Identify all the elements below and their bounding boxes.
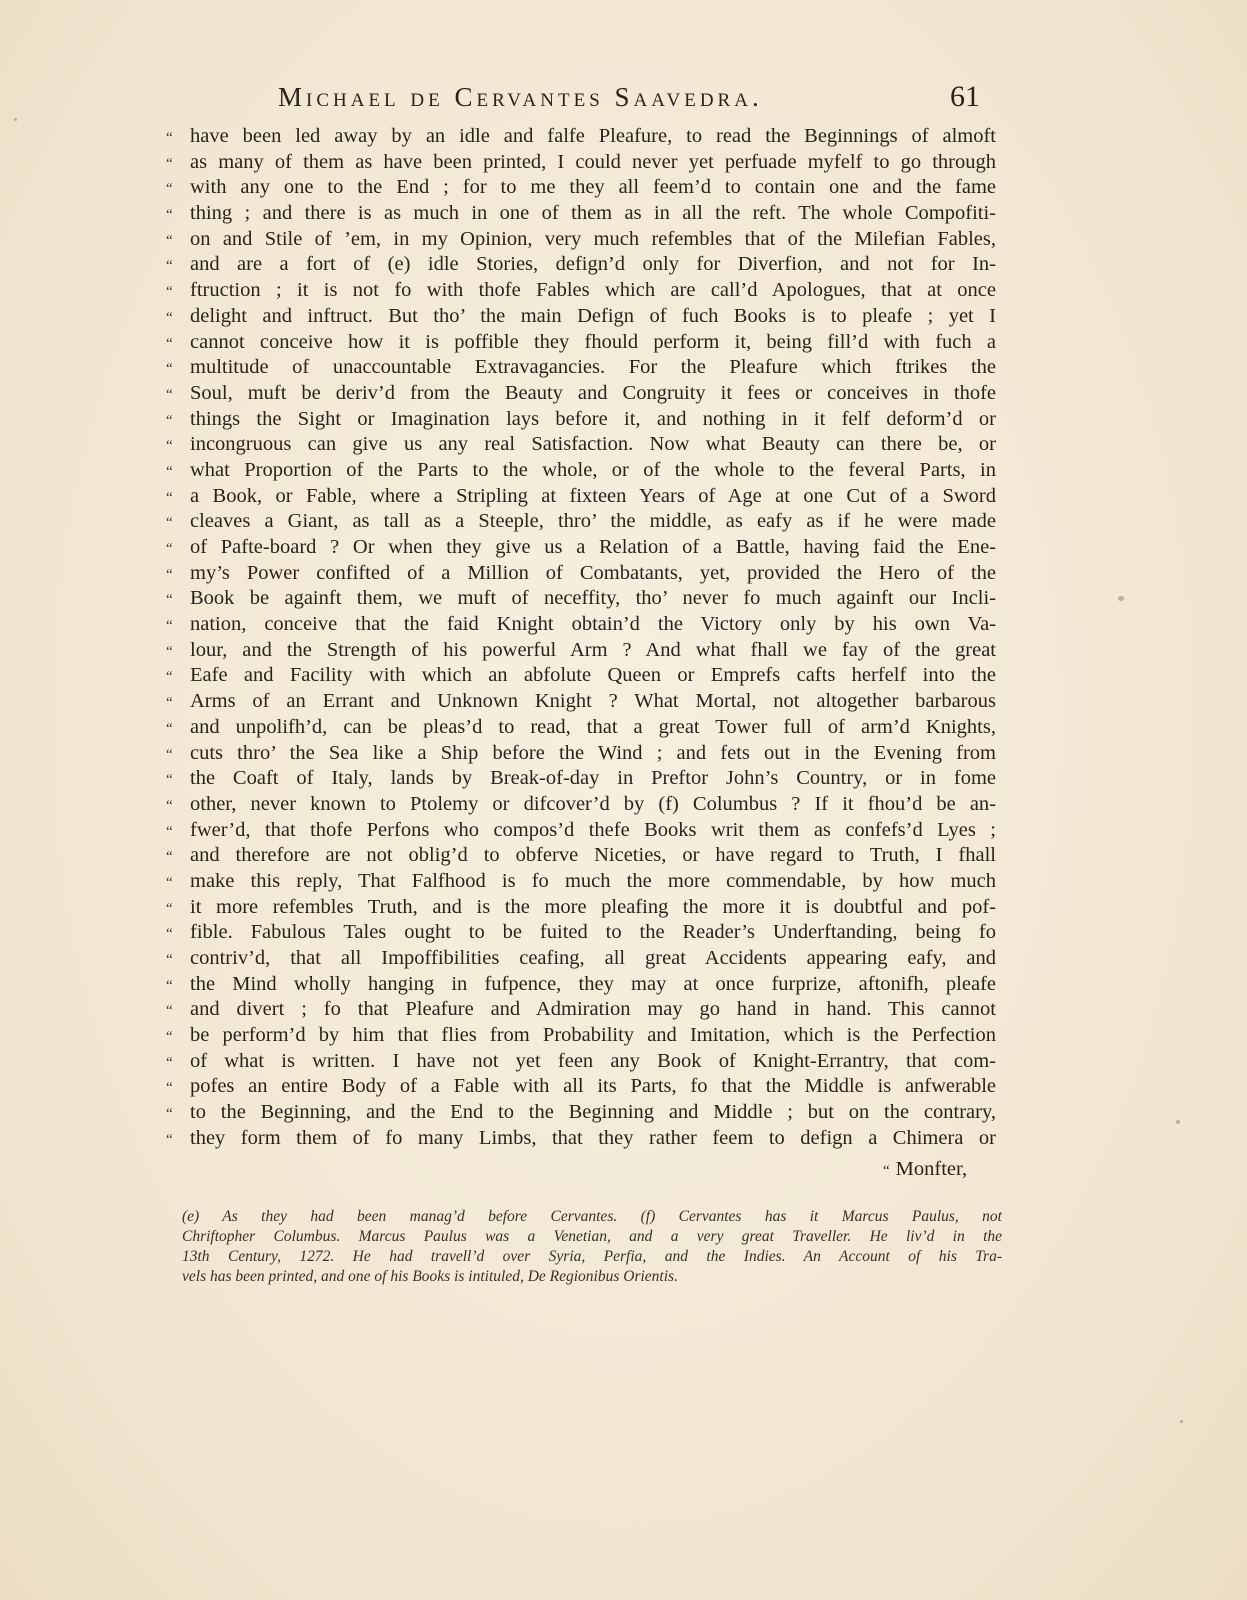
- text-line-content: with any one to the End ; for to me they all feem’d to contain one and the fame: [190, 176, 996, 199]
- quote-mark: “: [166, 643, 173, 660]
- text-line: [166, 1023, 996, 1049]
- paper-speck: [1118, 596, 1124, 601]
- text-line: [166, 175, 996, 201]
- text-line: [166, 1049, 996, 1075]
- text-line: [166, 997, 996, 1023]
- text-line-content: fible. Fabulous Tales ought to be fuited to the Reader’s Underftanding, being fo: [190, 921, 996, 944]
- text-line: [166, 355, 996, 381]
- text-line: [166, 766, 996, 792]
- quote-mark: “: [166, 1080, 173, 1097]
- footnote-line: Chriftopher Columbus. Marcus Paulus was a Venetian, and a very great Traveller. He liv’d in the: [182, 1228, 1002, 1245]
- paper-speck: [14, 118, 17, 121]
- text-line: [166, 381, 996, 407]
- text-line: [166, 586, 996, 612]
- text-line-content: Eafe and Facility with which an abfolute Queen or Emprefs cafts herfelf into the: [190, 664, 996, 687]
- quote-mark: “: [166, 258, 173, 275]
- text-line: [166, 638, 996, 664]
- quote-mark: “: [166, 361, 173, 378]
- text-line-content: what Proportion of the Parts to the whole, or of the whole to the feveral Parts, in: [190, 458, 996, 481]
- quote-mark: “: [166, 207, 173, 224]
- text-line: [166, 535, 996, 561]
- text-line-content: make this reply, That Falfhood is fo much the more commendable, by how much: [190, 869, 996, 892]
- text-line-content: incongruous can give us any real Satisfaction. Now what Beauty can there be, or: [190, 433, 996, 456]
- quote-mark: “: [166, 592, 173, 609]
- quote-mark: “: [166, 823, 173, 840]
- text-line-content: be perform’d by him that flies from Probability and Imitation, which is the Perfection: [190, 1024, 996, 1047]
- quote-mark: “: [166, 952, 173, 968]
- text-line: [166, 227, 996, 253]
- text-line: [166, 843, 996, 869]
- text-line: [166, 201, 996, 227]
- quote-mark: “: [166, 155, 173, 172]
- text-line: [166, 920, 996, 946]
- page-number: 61: [950, 80, 980, 113]
- text-line-content: have been led away by an idle and falfe Pleafure, to read the Beginnings of almoft: [190, 125, 996, 147]
- text-line-content: and are a fort of (e) idle Stories, defign’d only for Diverfion, and not for In-: [190, 253, 996, 276]
- quote-mark: “: [166, 335, 173, 352]
- text-line-content: Arms of an Errant and Unknown Knight ? What Mortal, not altogether barbarous: [190, 690, 996, 713]
- text-line: [166, 715, 996, 741]
- quote-mark: “: [166, 232, 173, 249]
- text-line: [166, 484, 996, 510]
- text-line: [166, 509, 996, 535]
- text-line: [166, 741, 996, 767]
- quote-mark: “: [166, 1131, 173, 1148]
- text-line-content: cuts thro’ the Sea like a Ship before the Wind ; and fets out in the Evening from: [190, 741, 996, 764]
- text-line-content: my’s Power confifted of a Million of Combatants, yet, provided the Hero of the: [190, 561, 996, 584]
- quote-mark: “: [166, 1054, 173, 1071]
- text-line-content: lour, and the Strength of his powerful Arm ? And what fhall we fay of the great: [190, 638, 996, 661]
- quote-mark: “: [166, 1003, 173, 1020]
- quote-mark: “: [166, 438, 173, 455]
- catchword-text: Monfter,: [895, 1158, 968, 1180]
- text-line-content: Book be againft them, we muft of neceffity, tho’ never fo much againft our Incli-: [190, 587, 996, 610]
- text-line-content: Soul, muft be deriv’d from the Beauty and Congruity it fees or conceives in thofe: [190, 381, 996, 404]
- text-line-content: nation, conceive that the faid Knight obtain’d the Victory only by his own Va-: [190, 613, 996, 636]
- text-line-content: and therefore are not oblig’d to obferve Niceties, or have regard to Truth, I fhall: [190, 844, 996, 867]
- quote-mark: “: [166, 772, 173, 789]
- quote-mark: “: [166, 695, 173, 712]
- text-line-content: and divert ; fo that Pleafure and Admiration may go hand in hand. This cannot: [190, 998, 996, 1021]
- text-line: [166, 792, 996, 818]
- text-line: [166, 972, 996, 998]
- text-line: [166, 1126, 996, 1152]
- text-line-content: they form them of fo many Limbs, that they rather feem to defign a Chimera or: [190, 1126, 996, 1149]
- text-line-content: things the Sight or Imagination lays before it, and nothing in it felf deform’d or: [190, 407, 996, 430]
- text-line-content: as many of them as have been printed, I could never yet perfuade myfelf to go through: [190, 150, 996, 173]
- text-line-content: and unpolifh’d, can be pleas’d to read, that a great Tower full of arm’d Knights,: [190, 715, 996, 738]
- quote-mark: “: [166, 412, 173, 429]
- text-line: [166, 895, 996, 921]
- quote-mark: “: [166, 797, 173, 814]
- quote-mark: “: [166, 1029, 173, 1046]
- catchword-quote-mark: “: [883, 1163, 890, 1179]
- text-line: [166, 304, 996, 330]
- quote-mark: “: [166, 463, 173, 480]
- quote-mark: “: [166, 130, 173, 146]
- footnote-line: (e) As they had been manag’d before Cervantes. (f) Cervantes has it Marcus Paulus, not: [182, 1208, 1002, 1225]
- text-line-content: contriv’d, that all Impoffibilities ceafing, all great Accidents appearing eafy, and: [190, 947, 996, 969]
- text-line-content: delight and inftruct. But tho’ the main Defign of fuch Books is to pleafe ; yet I: [190, 304, 996, 327]
- text-line-content: ftruction ; it is not fo with thofe Fables which are call’d Apologues, that at once: [190, 279, 996, 302]
- paper-speck: [1180, 1420, 1183, 1423]
- text-line: [166, 946, 996, 972]
- text-line: [166, 869, 996, 895]
- quote-mark: “: [166, 669, 173, 686]
- quote-mark: “: [166, 309, 173, 326]
- text-line-content: cleaves a Giant, as tall as a Steeple, thro’ the middle, as eafy as if he were made: [190, 510, 996, 533]
- quote-mark: “: [166, 515, 173, 532]
- quote-mark: “: [166, 181, 173, 198]
- text-line-content: pofes an entire Body of a Fable with all its Parts, fo that the Middle is anfwerable: [190, 1075, 996, 1098]
- text-line: [166, 663, 996, 689]
- quote-mark: “: [166, 720, 173, 737]
- text-line: [166, 407, 996, 433]
- text-line: [166, 458, 996, 484]
- quote-mark: “: [166, 489, 173, 506]
- quote-mark: “: [166, 874, 173, 891]
- text-line-content: of Pafte-board ? Or when they give us a Relation of a Battle, having faid the Ene-: [190, 536, 996, 558]
- text-line: [166, 1074, 996, 1100]
- text-line: [166, 689, 996, 715]
- quote-mark: “: [166, 926, 173, 943]
- quote-mark: “: [166, 1106, 173, 1123]
- footnote-line: 13th Century, 1272. He had travell’d over Syria, Perfia, and the Indies. An Account of his Tra-: [182, 1248, 1002, 1265]
- quote-mark: “: [166, 746, 173, 763]
- quote-mark: “: [166, 386, 173, 403]
- text-line-content: the Mind wholly hanging in fufpence, they may at once furprize, aftonifh, pleafe: [190, 972, 996, 995]
- text-line: [166, 124, 996, 150]
- text-line: [166, 278, 996, 304]
- main-text: [166, 124, 996, 1152]
- text-line: [166, 330, 996, 356]
- text-line: [166, 612, 996, 638]
- text-line-content: the Coaft of Italy, lands by Break-of-day in Preftor John’s Country, or in fome: [190, 767, 996, 790]
- quote-mark: “: [166, 284, 173, 301]
- quote-mark: “: [166, 849, 173, 866]
- paper-speck: [1176, 1120, 1180, 1124]
- text-line-content: multitude of unaccountable Extravagancies. For the Pleafure which ftrikes the: [190, 356, 996, 379]
- footnote-line: vels has been printed, and one of his Books is intituled, De Regionibus Orientis.: [182, 1268, 678, 1285]
- text-line-content: fwer’d, that thofe Perfons who compos’d thefe Books writ them as confefs’d Lyes ;: [190, 818, 996, 841]
- text-line: [166, 818, 996, 844]
- text-line-content: cannot conceive how it is poffible they fhould perform it, being fill’d with fuch a: [190, 330, 996, 353]
- quote-mark: “: [166, 618, 173, 635]
- text-line: [166, 561, 996, 587]
- text-line-content: of what is written. I have not yet feen any Book of Knight-Errantry, that com-: [190, 1049, 996, 1072]
- text-line-content: on and Stile of ’em, in my Opinion, very much refembles that of the Milefian Fables,: [190, 227, 996, 250]
- text-line-content: thing ; and there is as much in one of them as in all the reft. The whole Compofiti-: [190, 202, 996, 225]
- quote-mark: “: [166, 977, 173, 994]
- text-line-content: other, never known to Ptolemy or difcover’d by (f) Columbus ? If it fhou’d be an-: [190, 792, 996, 815]
- text-line: [166, 432, 996, 458]
- quote-mark: “: [166, 566, 173, 583]
- text-line: [166, 150, 996, 176]
- text-line: [166, 1100, 996, 1126]
- footnotes: [182, 1207, 1002, 1287]
- text-line-content: it more refembles Truth, and is the more pleafing the more it is doubtful and pof-: [190, 895, 996, 918]
- text-line: [166, 252, 996, 278]
- quote-mark: “: [166, 541, 173, 557]
- catchword: [883, 1158, 967, 1181]
- quote-mark: “: [166, 900, 173, 917]
- text-line-content: to the Beginning, and the End to the Beginning and Middle ; but on the contrary,: [190, 1101, 996, 1124]
- text-line-content: a Book, or Fable, where a Stripling at fixteen Years of Age at one Cut of a Sword: [190, 484, 996, 507]
- running-title: Michael de Cervantes Saavedra.: [278, 82, 763, 112]
